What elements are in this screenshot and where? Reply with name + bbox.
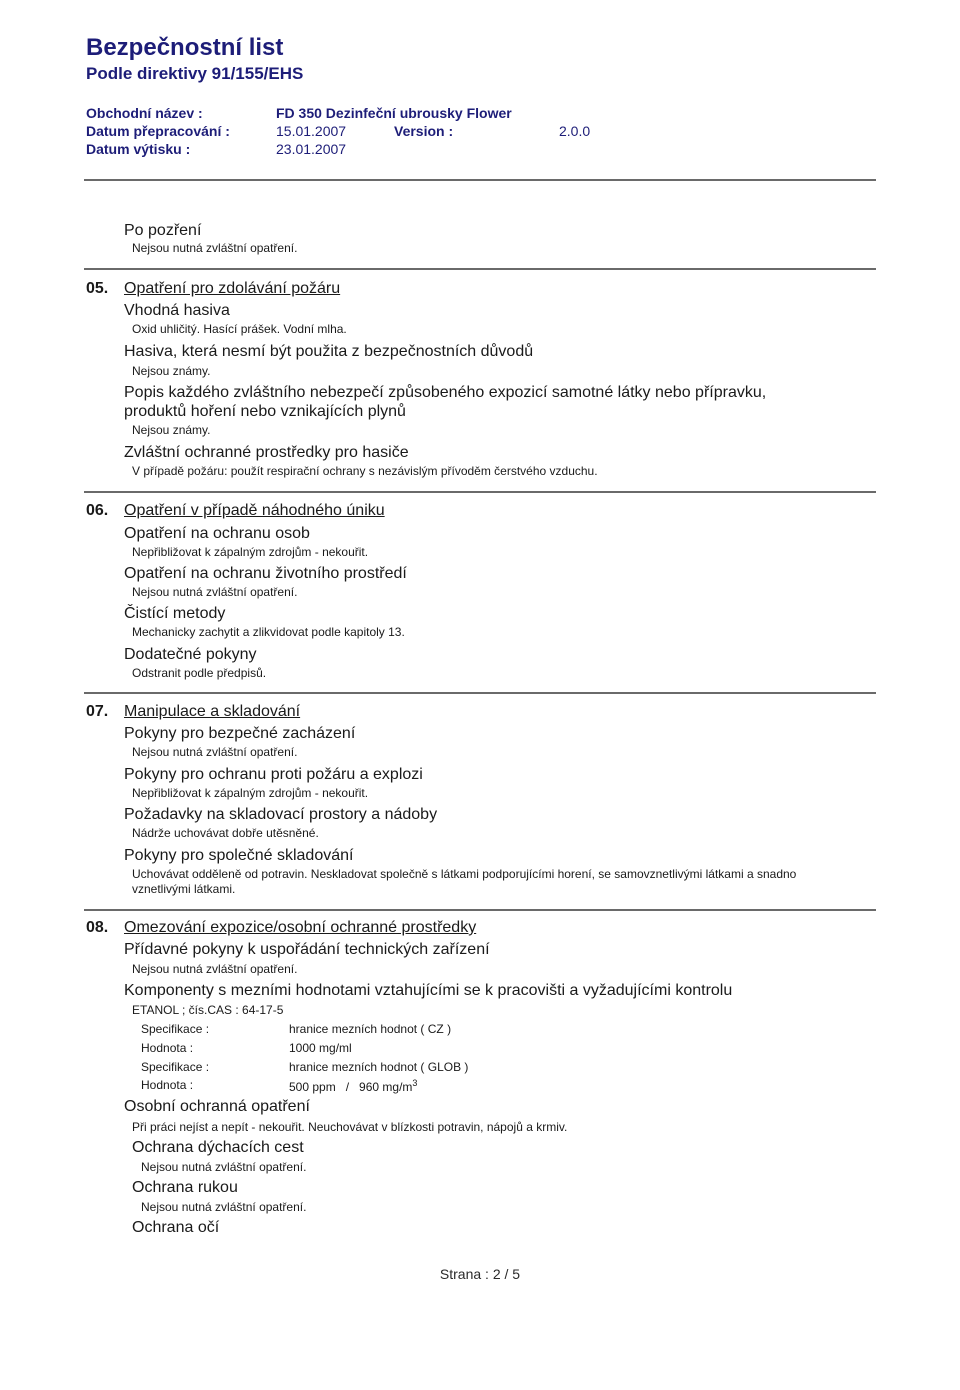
section-08-title: Omezování expozice/osobní ochranné prostředky: [124, 919, 477, 936]
s05-text-1: Oxid uhličitý. Hasící prášek. Vodní mlha.: [132, 322, 347, 336]
s05-text-2: Nejsou známy.: [132, 364, 211, 378]
s05-heading-4: Zvláštní ochranné prostředky pro hasiče: [124, 444, 409, 461]
s06-heading-4: Dodatečné pokyny: [124, 646, 257, 663]
section-07-number: 07.: [86, 703, 109, 720]
section-08-number: 08.: [86, 919, 109, 936]
ingestion-text: Nejsou nutná zvláštní opatření.: [132, 241, 298, 255]
s07-text-4b: vznetlivými látkami.: [132, 882, 236, 896]
s08-text-1: Nejsou nutná zvláštní opatření.: [132, 962, 298, 976]
header-divider: [84, 179, 876, 181]
section-divider: [84, 268, 876, 270]
limit-value-glob: [289, 1078, 417, 1094]
s07-heading-4: Pokyny pro společné skladování: [124, 847, 354, 864]
value-label: Hodnota :: [141, 1041, 194, 1055]
trade-name-label: Obchodní název :: [86, 105, 203, 121]
s05-heading-3b: produktů hoření nebo vznikajících plynů: [124, 403, 406, 420]
version-value: 2.0.0: [559, 123, 591, 139]
print-date-label: Datum výtisku :: [86, 141, 191, 157]
s06-text-1: Nepřibližovat k zápalným zdrojům - nekouřit.: [132, 545, 369, 559]
section-05-number: 05.: [86, 280, 109, 297]
s05-heading-2: Hasiva, která nesmí být použita z bezpečnostních důvodů: [124, 343, 534, 360]
spec-label: Specifikace :: [141, 1022, 210, 1036]
s07-heading-2: Pokyny pro ochranu proti požáru a explozi: [124, 766, 423, 783]
spec-value-cz: hranice mezních hodnot ( CZ ): [289, 1022, 452, 1036]
s08-text-5: Nejsou nutná zvláštní opatření.: [141, 1200, 307, 1214]
s07-text-4a: Uchovávat odděleně od potravin. Neskladovat společně s látkami podporujícími horení, se samovznetlivými látkami a snadno: [132, 867, 797, 881]
document-subtitle: Podle direktivy 91/155/EHS: [86, 64, 304, 83]
s06-heading-2: Opatření na ochranu životního prostředí: [124, 565, 407, 582]
page-number: Strana : 2 / 5: [439, 1266, 521, 1282]
revision-date-value: 15.01.2007: [276, 123, 347, 139]
s07-text-3: Nádrže uchovávat dobře utěsněné.: [132, 826, 319, 840]
s08-heading-4: Ochrana dýchacích cest: [132, 1139, 304, 1156]
section-07-title: Manipulace a skladování: [124, 703, 301, 720]
version-label: Version :: [394, 123, 454, 139]
section-06-number: 06.: [86, 502, 109, 519]
s06-text-4: Odstranit podle předpisů.: [132, 666, 267, 680]
s05-text-3: Nejsou známy.: [132, 423, 211, 437]
value-label: Hodnota :: [141, 1078, 194, 1092]
section-05-title: Opatření pro zdolávání požáru: [124, 280, 341, 297]
revision-date-label: Datum přepracování :: [86, 123, 230, 139]
spec-label: Specifikace :: [141, 1060, 210, 1074]
s08-heading-6: Ochrana očí: [132, 1219, 220, 1236]
s08-text-3: Při práci nejíst a nepít - nekouřit. Neuchovávat v blízkosti potravin, nápojů a krmiv.: [132, 1120, 568, 1134]
section-06-title: Opatření v případě náhodného úniku: [124, 502, 385, 519]
s05-text-4: V případě požáru: použít respirační ochrany s nezávislým přívoděm čerstvého vzduchu.: [132, 464, 598, 478]
s07-text-2: Nepřibližovat k zápalným zdrojům - nekouřit.: [132, 786, 369, 800]
trade-name-value: FD 350 Dezinfeční ubrousky Flower: [276, 105, 512, 121]
section-divider: [84, 909, 876, 911]
print-date-value: 23.01.2007: [276, 141, 347, 157]
s07-heading-1: Pokyny pro bezpečné zacházení: [124, 725, 356, 742]
limit-value-glob-text: 500 ppm / 960 mg/m: [289, 1080, 413, 1094]
s06-text-3: Mechanicky zachytit a zlikvidovat podle kapitoly 13.: [132, 625, 405, 639]
s08-heading-2: Komponenty s mezními hodnotami vztahujícími se k pracovišti a vyžadujícími kontrolu: [124, 982, 733, 999]
s06-heading-1: Opatření na ochranu osob: [124, 525, 310, 542]
limit-value-cz: 1000 mg/ml: [289, 1041, 352, 1055]
section-divider: [84, 692, 876, 694]
s07-text-1: Nejsou nutná zvláštní opatření.: [132, 745, 298, 759]
s05-heading-1: Vhodná hasiva: [124, 302, 230, 319]
s08-text-4: Nejsou nutná zvláštní opatření.: [141, 1160, 307, 1174]
s05-heading-3a: Popis každého zvláštního nebezpečí způsobeného expozicí samotné látky nebo přípravku,: [124, 384, 767, 401]
s08-heading-3: Osobní ochranná opatření: [124, 1098, 310, 1115]
document-title: Bezpečnostní list: [86, 34, 284, 61]
s08-heading-5: Ochrana rukou: [132, 1179, 238, 1196]
s07-heading-3: Požadavky na skladovací prostory a nádoby: [124, 806, 438, 823]
s08-heading-1: Přídavné pokyny k uspořádání technických zařízení: [124, 941, 490, 958]
spec-value-glob: hranice mezních hodnot ( GLOB ): [289, 1060, 469, 1074]
unit-superscript: 3: [412, 1078, 418, 1088]
ingestion-heading: Po pozření: [124, 222, 202, 239]
s06-text-2: Nejsou nutná zvláštní opatření.: [132, 585, 298, 599]
component-name: ETANOL ; čís.CAS : 64-17-5: [132, 1003, 284, 1017]
s06-heading-3: Čistící metody: [124, 605, 226, 622]
section-divider: [84, 491, 876, 493]
